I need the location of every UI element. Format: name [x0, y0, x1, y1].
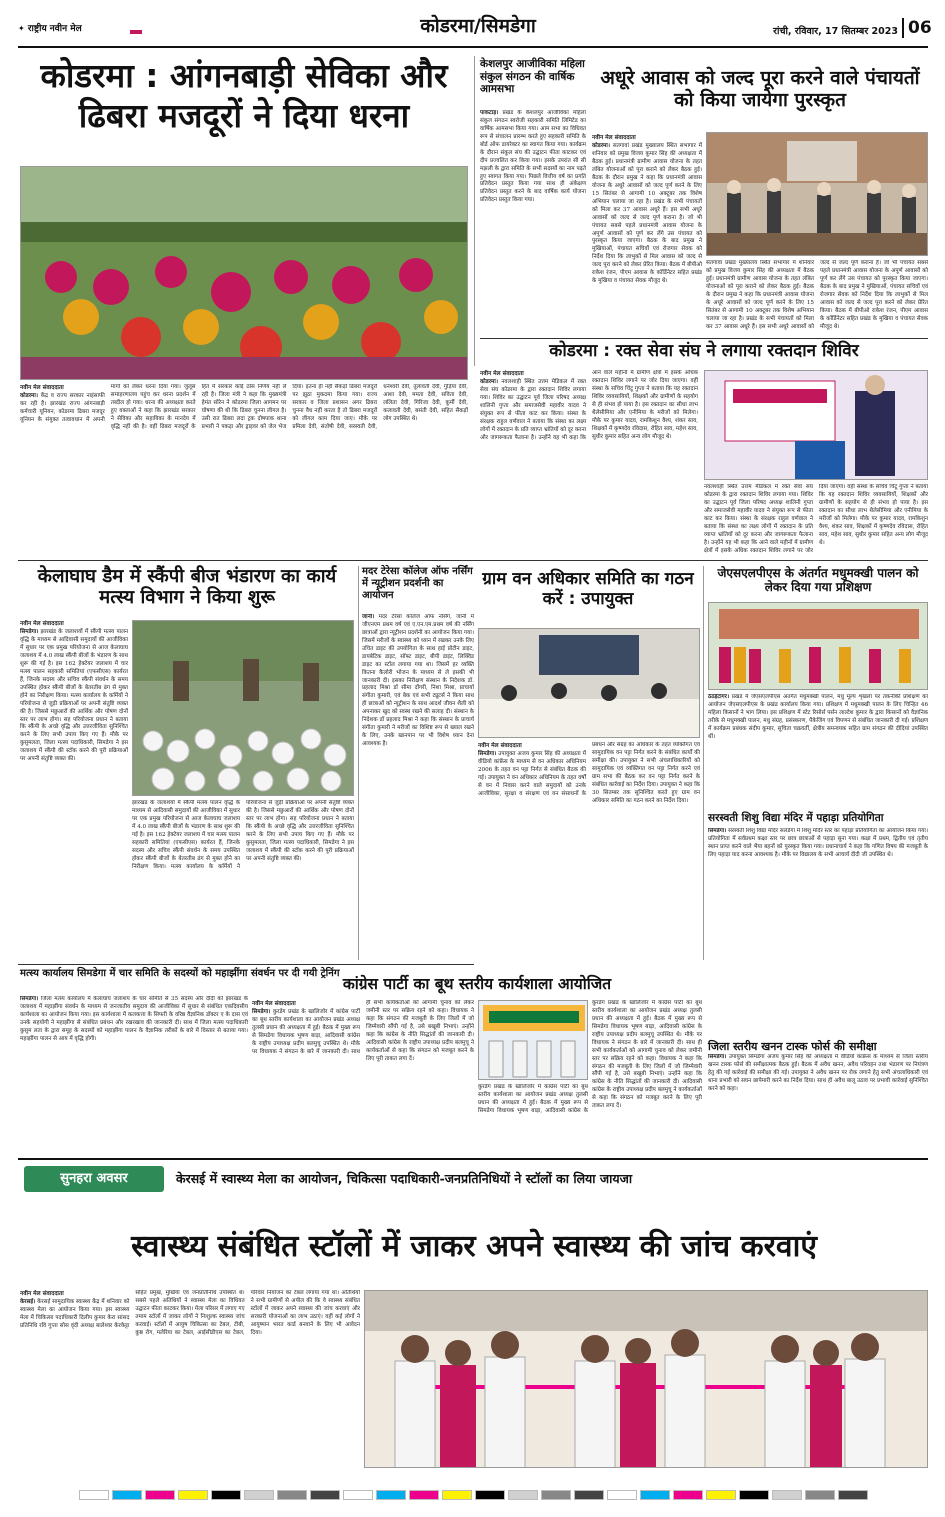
story4-byline: नवीन मेल संवाददाता — [480, 371, 524, 377]
story13-deck: केरसई में स्वास्थ्य मेला का आयोजन, चिकित्सा पदाधिकारी-जनप्रतिनिधियों ने स्टॉलों का लिया जायजा — [176, 1171, 633, 1186]
masthead — [18, 14, 932, 46]
story3-byline: नवीन मेल संवाददाता — [592, 135, 636, 141]
story13-rule — [18, 1158, 928, 1160]
story12-body — [252, 1000, 474, 1114]
dam-photo-illustration — [133, 621, 354, 796]
story12-text-cont-2: कुरडेग प्रखंड के खालिजोर में कांग्रेस पार्टी का बूथ स्तरीय कार्यशाला का आयोजन प्रखंड अध्यक्ष तुलसी प्रधान की अध्यक्षता में हुई। बैठक में मुख्य रूप से सिमडेगा विधायक भूषण बाड़ा, आदिवासी कांग्रेस के — [478, 1084, 588, 1114]
story3-dateline: कोडरमा। — [592, 143, 610, 150]
story8-text: प्रखंड में जेएसएलपीएस अंतर्गत मधुमक्खी पालन, मधु मूल्य शृंखला पर तकनीकी प्रशिक्षण का आयोजन जेएसएलपीएस के प्रखंड कार्यालय किया गया। प्रशिक्षण में मधुमक्खी पालन के लिए चिन्हित 46 महिला किसानों ने भाग लिया। इस प्रशिक्षण में स्टेट रिसोर्स पर्सन लाल्टेश कुमार के द्वारा किसानों को वैज्ञानिक तरीके से मधुमक्खी पालन, मधु संग्रह, प्रसंस्करण, पैकेजिंग एवं विपणन से संबंधित जानकारी दी गई। प्रशिक्षण में कार्यक्रम प्रबंधक संदीप कुमार, सुचिता चक्रवर्ती, क्षेत्रीय समन्वयक सहित ग्राम संगठन की दीदियां उपस्थित थीं। — [708, 694, 928, 740]
story4-headline: कोडरमा : रक्त सेवा संघ ने लगाया रक्तदान शिविर — [549, 341, 859, 361]
color-swatch — [376, 1490, 406, 1500]
col-divider — [474, 56, 475, 366]
color-swatch — [508, 1490, 538, 1500]
color-swatch — [178, 1490, 208, 1500]
story2-dateline: पाकटांड़। — [480, 110, 499, 116]
story12-body-c — [478, 1084, 588, 1114]
story4-text: नवलशाही स्थित उत्तम मेडिकल में रक्त सेवा संघ कोडरमा के द्वारा रक्तदान शिविर लगाया गया। शिविर का उद्घाटन पूर्व जिला परिषद अध्यक्ष शालिनी गुप्ता और समाजसेवी महावीर यादव ने संयुक्त रूप से फीता काट कर किया। संस्था के संरक्षक राहुल वर्णवाल ने बताया कि संस्था का लक्ष्य लोगों में रक्तदान के प्रति व्याप्त भ्रांतियों को दूर करना और जागरूकता फैलाना है। उन्होंने यह भी कहा कि आने वाले महीनों में ग्रामीण क्षेत्रों में इसके अधिक रक्तदान शिविर लगाने पर जोर दिया जाएगा। वहीं संस्था के सचिव चिंटू गुप्ता ने बताया कि यह रक्तदान शिविर व्यवसायियों, शिक्षकों और ग्रामीणों के सहयोग से ही संभव हो पाया है। इस रक्तदान का सीधा लाभ थैलेसीमिया और एनीमिया के मरीजों को मिलेगा। मौके पर कुमार यादव, रामकिशुन वैश्य, शंकर साव, शिक्षकों में कृष्णदेव रविदास, रोहित साव, महेश साव, सुधीर कुमार सहित अन्य लोग मौजूद थे। — [480, 370, 698, 441]
story11-headline: मत्स्य कार्यालय सिमडेगा में चार समिति के सदस्यों को महाझींगा संवर्धन पर दी गयी ट्रेनिंग — [20, 968, 340, 979]
color-swatch — [112, 1490, 142, 1500]
story13-body — [20, 1290, 360, 1468]
color-swatch — [739, 1490, 769, 1500]
color-swatch — [310, 1490, 340, 1500]
story12-photo — [478, 1000, 588, 1080]
story9-text: सरस्वती शिशु विद्या मंदिर सलडेगा में शिशु मंदिर स्तर का पहाड़ा प्रतियोगिता का आयोजन किया गया। प्रतियोगिता में सर्वप्रथम कक्षा स्तर पर छात्र छात्राओं से पहाड़ा सुना गया। कक्षा में प्रथम, द्वितीय एवं तृतीय स्थान प्राप्त करने वाले भैया बहनों को पुरस्कृत किया गया। प्रधानाचार्य ने कहा कि गणित विषय की मजबूती के लिए पहाड़ा याद करना आवश्यक है। मौके पर विद्यालय के सभी आचार्य दीदी जी उपस्थित थे। — [708, 828, 928, 858]
color-swatch — [541, 1490, 571, 1500]
color-swatch — [79, 1490, 109, 1500]
story7-text: उपायुक्त अजय कुमार सिंह की अध्यक्षता में वीडियो कांफ्रेंस के माध्यम से वन अधिकार अधिनियम 2006 के तहत वन पट्टा निर्गत से संबंधित बैठक की गई। उपायुक्त ने वन अधिकार अधिनियम के तहत वर्षों से वन में निवास करने वाले समुदायों को उनके आजीविका, सुरक्षा व संरक्षण एवं वन संसाधनों के प्रबंधन और संग्रह का अधिकार के तहत व्यक्तिगत एवं सामुदायिक वन पट्टा निर्गत करने के संबंधित कार्यों की समीक्षा की। उपायुक्त ने सभी अंचलाधिकारियों को सामुदायिक एवं व्यक्तिगत वन पट्टा निर्गत करने एवं ग्राम सभा की बैठक कर वन पट्टा निर्गत करने के संबंधित कार्रवाई का निर्देश दिया। उपायुक्त ने कहा कि 30 सितम्बर तक सुनिश्चित करते हुए ग्राम वन अधिकार समिति का गठन करने का निर्देश दिया। — [478, 742, 700, 804]
color-swatch — [640, 1490, 670, 1500]
story12-byline: नवीन मेल संवाददाता — [252, 1001, 296, 1007]
col-divider-3 — [703, 566, 704, 960]
story9-body — [708, 828, 928, 940]
story4-body-b — [704, 484, 928, 556]
story7-photo — [478, 628, 700, 738]
story4-body — [480, 370, 698, 556]
story12-text: कुरडेग प्रखंड के खालिजोर में कांग्रेस पार्टी का बूथ स्तरीय कार्यशाला का आयोजन प्रखंड अध्यक्ष तुलसी प्रधान की अध्यक्षता में हुई। बैठक में मुख्य रूप से सिमडेगा विधायक भूषण बाड़ा, आदिवासी कांग्रेस के राष्ट्रीय उपाध्यक्ष प्रदीप बलमुचू उपस्थित थे। मौके पर विधायक ने संगठन के बारे में जानकारी दी। साथ ही सभी कार्यकर्ताओं को आगामी चुनाव को लेकर जमीनी स्तर पर सक्रिय रहने को कहा। विधायक ने कहा कि संगठन की मजबूती के लिए जिलों में जो जिम्मेवारी सौंपी गई है, उसे बखूबी निभाएं। उन्होंने कहा कि कांग्रेस के नीति सिद्धांतों की जानकारी दी। आदिवासी कांग्रेस के राष्ट्रीय उपाध्यक्ष प्रदीप बलमुचू ने कार्यकर्ताओं से कहा कि संगठन को मजबूत करने के लिए पूरी ताकत लगा दें। — [252, 1000, 474, 1062]
story3-text: सतगावां प्रखंड मुख्यालय स्थित सभागार में शनिवार को प्रमुख विजय कुमार सिंह की अध्यक्षता में बैठक हुई। प्रधानमंत्री ग्रामीण आवास योजना के तहत लंबित योजनाओं को पूरा कराने को लेकर बैठक हुई। बैठक के दौरान प्रमुख ने कहा कि प्रधानमंत्री आवास योजना के अधूरे आवासों को जल्द पूर्ण करने के लिए 15 सितंबर से आगामी 10 अक्टूबर तक विशेष अभियान चलाया जा रहा है। प्रखंड के सभी पंचायतों को मिला कर 37 आवास अधूरे हैं। इस सभी अधूरे आवासों को जल्द से जल्द पूर्ण कराना है। जो भी पंचायत सबसे पहले प्रधानमंत्री आवास योजना के अपूर्ण आवासों को पूर्ण कर लेंगे उस पंचायत को पुरस्कृत किया जाएगा। बैठक के बाद प्रमुख ने मुखियाओं, पंचायत सचिवों एवं रोजगार सेवक को निर्देश दिया कि लाभुकों से मिल आवास को जल्द से जल्द पूरा करने को लेकर प्रेरित किया। बैठक में बीपीओ राकेश रंजन, पीएम आवास के कॉर्डिनेटर सहित प्रखंड के मुखिया व पंचायत सेवक मौजूद थे। — [592, 143, 702, 285]
story5-body-b — [132, 800, 354, 960]
story5-text: झारखंड के जलाशयों में स्कैंपी मत्स्य पालन वृद्धि के माध्यम से आदिवासी समुदायों की आजीविका में सुधार पर एक प्रमुख परियोजना से आज केलाघाघ जलाशय में 4.0 लाख स्कैंपी बीजों के भंडारण के साथ शुरू की गई है। इस 162 हेक्टेयर जलाशय में चार मत्स्य पालन सहकारी समितियां (एफसीएस) कार्यरत हैं, जिनके सदस्य और सचिव स्कैंपी संवर्धन के समय उपस्थित होकर स्कैंपी बीजों के बेतरतीब ढंग से मुक्त होने का निरीक्षण किया। मत्स्य कार्यालय के कर्मियों ने परियोजना से जुड़ी प्रक्रियाओं पर अपनी संतुष्टि व्यक्त की है। जिससे मछुआरों की आर्थिक और पोषण दोनों स्तर पर लाभ होगा। सह परियोजना प्रधान ने बताया कि स्कैंपी के अच्छे वृद्धि और उत्तरजीविता सुनिश्चित करने के लिए सभी उपाय किए गए हैं। मौके पर कुसुमलता, जिला मत्स्य पदाधिकारी, सिमडेगा ने इस जलाशय में स्कैंपी की स्टॉक करने की पूरी प्रक्रियाओं पर अपनी संतुष्टि व्यक्त की। — [20, 629, 128, 763]
story6-dateline: जानी। — [362, 614, 375, 620]
story6-headline: मदर टेरेसा कॉलेज ऑफ नर्सिंग में न्यूट्रीशन प्रदर्शनी का आयोजन — [362, 566, 473, 601]
story11-dateline: सिमडेगा। — [20, 996, 39, 1002]
story7-body — [478, 742, 700, 960]
story3-photo — [706, 132, 928, 256]
color-swatch — [343, 1490, 373, 1500]
color-swatch — [706, 1490, 736, 1500]
story7-headline: ग्राम वन अधिकार समिति का गठन करें : उपायुक्त — [482, 569, 694, 609]
color-swatch — [673, 1490, 703, 1500]
training-photo-illustration — [709, 603, 928, 690]
story10-text: उपायुक्त सिमडेगा अजय कुमार सिंह की अध्यक्षता में वीडियो कांफ्रेंस के माध्यम से जिला स्तरीय खनन टास्क फोर्स की समीक्षात्मक बैठक हुई। बैठक में अवैध खनन, अवैध परिवहन तथा भंडारण पर नियंत्रण हेतु की गई कार्रवाई की समीक्षा की गई। उपायुक्त ने अवैध खनन पर रोक लगाने हेतु सभी अंचलाधिकारी एवं थाना प्रभारी को सघन छापेमारी करने का निर्देश दिया। साथ ही अवैध बालू उठाव पर प्रभावी कार्रवाई सुनिश्चित करने को कहा। — [708, 1054, 928, 1092]
story10-dateline: सिमडेगा। — [708, 1054, 727, 1060]
story5-body — [20, 620, 128, 960]
color-swatch — [838, 1490, 868, 1500]
kicker-badge: सुनहरा अवसर — [24, 1166, 164, 1192]
story6-text: मदर टेरेसा कॉलेज ऑफ नर्सिंग, जानी में जीएनएम प्रथम वर्ष एवं ए.एन.एम.प्रथम वर्ष की नर्सिंग छात्राओं द्वारा न्यूट्रीशन प्रदर्शनी का आयोजन किया गया। जिसमें मरीजों के स्वास्थ्य को ध्यान में रखकर उनके लिए उचित डाइट की उपयोगिता के साथ हाई प्रोटीन डाइट, डायबेटिक डाइट, सॉफ्ट डाइट, बीपी डाइट, लिक्विड डाइट का स्टॉल लगाया गया था। जिसमें हर व्यक्ति कितना कैलोरी भोजन के माध्यम से ले इसकी भी जानकारी दी। इसका निरीक्षण संस्थान के निदेशक डॉ. प्रहलाद मिश्रा डॉ सीमा दोंगरी, निशा मिश्रा, प्राचार्या संगीता कुमारी, एवं बेक एवं सभी ट्यूटर्स ने किया साथ ही छात्राओं को न्यूट्रीशन के साथ आदर्श जीवन शैली को अपनाकर खुद को स्वस्थ रखने की सलाह दी। संस्थान के निदेशक डॉ प्रहलाद मिश्रा ने कहा कि संस्थान के प्राचार्य संगीता कुमारी ने मरीजों का विशिष्ट रूप से ख्याल रखने के लिए, उनके खानपान पर भी विशेष ध्यान देना आवश्यक है। — [362, 614, 474, 747]
story10-body — [708, 1054, 928, 1154]
story1-byline: नवीन मेल संवाददाता — [20, 385, 64, 391]
color-swatch — [211, 1490, 241, 1500]
story13-text: केरसई सामुदायिक स्वास्थ्य केंद्र में शनिवार को स्वास्थ्य मेला का आयोजन किया गया। इस स्वास्थ्य मेला में चिकित्सा पदाधिकारी दिलीप कुमार केरा सांसद प्रतिनिधि रवि गुप्ता सोस वृंदी अध्यक्ष बालेश्वर केरकेट्टा सहित प्रमुख, मुखिया एवं जनप्रतिनिधि उपस्थित थे। सबसे पहले अतिथियों ने स्वास्थ्य मेला का विधिवत उद्घाटन फीता काटकर किया। मेला परिसर में लगाए गए तमाम स्टॉलों में जाकर लोगों ने निःशुल्क स्वास्थ्य जांच करवाई। स्टॉलों में आयुष चिकित्सा का टेबल, टीबी, कुष्ठ रोग, मलेरिया का टेबल, आईसीडीएस का टेबल, परिवार नियोजन का टेबल लगाया गया था। अतिथियों ने सभी ग्रामीणों से अपील की कि वे स्वास्थ्य संबंधित स्टॉलों में जाकर अपने स्वास्थ्य की जांच करवाएं और सरकारी योजनाओं का लाभ उठाएं। वहीं कई लोगों ने आयुष्मान भारत कार्ड बनवाने के लिए भी आवेदन दिया। — [20, 1290, 360, 1336]
story7-byline: नवीन मेल संवाददाता — [478, 743, 522, 749]
color-swatches — [18, 1490, 928, 1500]
story12-dateline: सिमडेगा। — [252, 1009, 271, 1016]
row2-rule — [18, 560, 928, 561]
story1-headline: कोडरमा : आंगनबाड़ी सेविका और ढिबरा मजदूरों ने दिया धरना — [40, 56, 448, 136]
page-number: 06 — [902, 18, 928, 38]
color-swatch — [607, 1490, 637, 1500]
color-swatch — [772, 1490, 802, 1500]
story3-body-a — [592, 134, 702, 336]
story9-dateline: सिमडेगा। — [708, 828, 727, 834]
color-swatch — [244, 1490, 274, 1500]
story4-rule — [480, 338, 928, 339]
color-swatch — [145, 1490, 175, 1500]
color-swatch — [805, 1490, 835, 1500]
dateline: रांची, रविवार, 17 सितम्बर 2023 — [773, 26, 898, 37]
story3-text-cont: सतगावां प्रखंड मुख्यालय स्थित सभागार में शनिवार को प्रमुख विजय कुमार सिंह की अध्यक्षता में बैठक हुई। प्रधानमंत्री ग्रामीण आवास योजना के तहत लंबित योजनाओं को पूरा कराने को लेकर बैठक हुई। बैठक के दौरान प्रमुख ने कहा कि प्रधानमंत्री आवास योजना के अधूरे आवासों को जल्द पूर्ण करने के लिए 15 सितंबर से आगामी 10 अक्टूबर तक विशेष अभियान चलाया जा रहा है। प्रखंड के सभी पंचायतों को मिला कर 37 आवास अधूरे हैं। इस सभी अधूरे आवासों को जल्द से जल्द पूर्ण कराना है। जो भी पंचायत सबसे पहले प्रधानमंत्री आवास योजना के अपूर्ण आवासों को पूर्ण कर लेंगे उस पंचायत को पुरस्कृत किया जाएगा। बैठक के बाद प्रमुख ने मुखियाओं, पंचायत सचिवों एवं रोजगार सेवक को निर्देश दिया कि लाभुकों से मिल आवास को जल्द से जल्द पूरा करने को लेकर प्रेरित किया। बैठक में बीपीओ राकेश रंजन, पीएम आवास के कॉर्डिनेटर सहित प्रखंड के मुखिया व पंचायत सेवक मौजूद थे। — [706, 260, 928, 330]
story8-dateline: ठेठईटांगर। — [708, 694, 730, 700]
bird-icon: ✦ — [18, 24, 25, 33]
workshop-photo-illustration — [479, 1001, 588, 1080]
logo-accent — [130, 30, 142, 34]
story8-body — [708, 694, 928, 806]
story5-text-cont: झारखंड के जलाशयों में स्कैंपी मत्स्य पालन वृद्धि के माध्यम से आदिवासी समुदायों की आजीविका में सुधार पर एक प्रमुख परियोजना से आज केलाघाघ जलाशय में 4.0 लाख स्कैंपी बीजों के भंडारण के साथ शुरू की गई है। इस 162 हेक्टेयर जलाशय में चार मत्स्य पालन सहकारी समितियां (एफसीएस) कार्यरत हैं, जिनके सदस्य और सचिव स्कैंपी संवर्धन के समय उपस्थित होकर स्कैंपी बीजों के बेतरतीब ढंग से मुक्त होने का निरीक्षण किया। मत्स्य कार्यालय के कर्मियों ने परियोजना से जुड़ी प्रक्रियाओं पर अपनी संतुष्टि व्यक्त की है। जिससे मछुआरों की आर्थिक और पोषण दोनों स्तर पर लाभ होगा। सह परियोजना प्रधान ने बताया कि स्कैंपी के अच्छे वृद्धि और उत्तरजीविता सुनिश्चित करने के लिए सभी उपाय किए गए हैं। मौके पर कुसुमलता, जिला मत्स्य पदाधिकारी, सिमडेगा ने इस जलाशय में स्कैंपी की स्टॉक करने की पूरी प्रक्रियाओं पर अपनी संतुष्टि व्यक्त की। — [132, 800, 354, 870]
story2-text: प्रखंड के केशलपुर आजीविका महिला संकुल संगठन स्वरोजी सहकारी समिति लिमिटेड का वार्षिक आमसभा किया गया। आम सभा का विधिवत रूप से संचालन प्रारम्भ करते हुए सहकारी समिति के बोर्ड ऑफ डायरेक्टर का स्वागत किया गया। कार्यक्रम के दौरान संकुल संघ की उद्घाटन फीता काटकर एवं दीप प्रज्वलित कर किया गया। इसके उपरांत सी सी मझली के द्वारा समिति के सभी सदस्यों का नाम पढ़ते हुए स्वागत किया गया। पिछले वित्तीय वर्ष का प्रगति प्रतिवेदन प्रस्तुत किया गया साथ ही अंकेक्षण प्रतिवेदन प्रस्तुत करने के बाद वार्षिक कार्य योजना प्रतिवेदन प्रस्तुत किया गया। — [480, 110, 586, 204]
col-divider-2 — [358, 566, 359, 960]
vc-meeting-photo-illustration — [479, 629, 700, 738]
story4-photo — [704, 370, 928, 480]
masthead-rule — [18, 46, 928, 48]
protest-photo-illustration — [21, 167, 468, 380]
color-swatch — [574, 1490, 604, 1500]
health-fair-photo-illustration — [365, 1291, 928, 1468]
story11-text: जिला मत्स्य कार्यालय में केलाघाघ जलाशय के चार समिति से 35 सदस्य और दीदी को झारखंड के जलाशय में महाझींगा संवर्धन के माध्यम से जनजातीय समुदाय की आजीविका में सुधार से संबंधित एकदिवसीय कार्यशाला का आयोजन किया गया। इस कार्यशाला में कलकत्ता के सिफरी के वरिष्ठ वैज्ञानिक डॉक्टर ए के दास एवं उनके सहयोगी ने महाझींगा से संबंधित प्रबंधन और रखरखाव की जानकारी दी। साथ में जिला मत्स्य पदाधिकारी कुसुम लता के द्वारा समूह के सदस्यों को महाझींगा पालन के वैज्ञानिक तरीकों के बारे में विस्तार से बताया गया। महाझींगा पालन से आय में वृद्धि होगी। — [20, 996, 248, 1042]
story5-headline: केलाघाघ डैम में स्कैंपी बीज भंडारण का कार्य मत्स्य विभाग ने किया शुरू — [37, 566, 337, 609]
story9-headline: सरस्वती शिशु विद्या मंदिर में पहाड़ा प्रतियोगिता — [708, 812, 884, 824]
story2-headline: केशलपुर आजीविका महिला संकुल संगठन की वार्षिक आमसभा — [480, 58, 585, 96]
story13-photo — [364, 1290, 928, 1468]
story3-body-b — [706, 260, 928, 336]
color-swatch — [409, 1490, 439, 1500]
story8-photo — [708, 602, 928, 690]
story13-headline: स्वास्थ्य संबंधित स्टॉलों में जाकर अपने स्वास्थ्य की जांच करवाएं — [131, 1229, 817, 1264]
story2-body — [480, 110, 586, 336]
story5-byline: नवीन मेल संवाददाता — [20, 621, 64, 627]
color-swatch — [442, 1490, 472, 1500]
color-swatch — [475, 1490, 505, 1500]
story6-body — [362, 614, 474, 960]
color-swatch — [277, 1490, 307, 1500]
print-color-bar — [18, 1488, 928, 1502]
meeting-photo-illustration — [707, 133, 928, 256]
story5-photo — [132, 620, 354, 796]
logo-text: राष्ट्रीय नवीन मेल — [27, 24, 82, 34]
story1-body — [20, 384, 468, 562]
story4-dateline: कोडरमा। — [480, 379, 498, 386]
story4-text-cont: नवलशाही स्थित उत्तम मेडिकल में रक्त सेवा संघ कोडरमा के द्वारा रक्तदान शिविर लगाया गया। शिविर का उद्घाटन पूर्व जिला परिषद अध्यक्ष शालिनी गुप्ता और समाजसेवी महावीर यादव ने संयुक्त रूप से फीता काट कर किया। संस्था के संरक्षक राहुल वर्णवाल ने बताया कि संस्था का लक्ष्य लोगों में रक्तदान के प्रति व्याप्त भ्रांतियों को दूर करना और जागरूकता फैलाना है। उन्होंने यह भी कहा कि आने वाले महीनों में ग्रामीण क्षेत्रों में इसके अधिक रक्तदान शिविर लगाने पर जोर दिया जाएगा। वहीं संस्था के सचिव चिंटू गुप्ता ने बताया कि यह रक्तदान शिविर व्यवसायियों, शिक्षकों और ग्रामीणों के सहयोग से ही संभव हो पाया है। इस रक्तदान का सीधा लाभ थैलेसीमिया और एनीमिया के मरीजों को मिलेगा। मौके पर कुमार यादव, रामकिशुन वैश्य, शंकर साव, शिक्षकों में कृष्णदेव रविदास, रोहित साव, महेश साव, सुधीर कुमार सहित अन्य लोग मौजूद थे। — [704, 484, 928, 554]
story1-text: केंद्र व राज्य सरकार नाइंसाफी कर रही है। झारखंड राज्य आंगनबाड़ी कर्मचारी यूनियन, कोडरमा ढिबरा मजदूर यूनियन के संयुक्त तत्वावधान में अपनी मांगों को लेकर धरना दिया गया। जुलूस समाहरणालय पहुंच कर धरना प्रदर्शन में तब्दील हो गया। धरना की अध्यक्षता करते हुए वक्ताओं ने कहा कि झारखंड सरकार ने सेविका और सहायिका के मानदेय में वृद्धि नहीं की है। वहीं ढिबरा मजदूरों के हित में सरकार कोई ठोस निर्णय नहीं ले रही है। जिला मंत्री ने कहा कि मुख्यमंत्री हेमंत सोरेन ने कोडरमा जिला आगमन पर घोषणा की थी कि ढिबरा चुनना लीगल है। उसी रात ढिबरा लदा ट्रक दोषपाक थाना प्रभारी ने पकड़ा और ड्राइवर को जेल भेज दिया। इतना ही नहीं सैकड़ों ढिबरा मजदूरों पर झूठा मुकदमा किया गया। राज्य सरकार व जिला प्रशासन अगर ढिबरा चुनना वैध नहीं करता है तो ढिबरा मजदूरों को लीगल काम दिया जाए। मौके पर प्रमिला देवी, संतोषी देवी, सरस्वती देवी, धनेश्वरी देवी, तुलावती देवी, गुड़िया देवी, आशा देवी, ममता देवी, सविता देवी, ललिता देवी, गिरिजा देवी, कुर्मी देवी, कलावती देवी, बसंती देवी, सहित सैकड़ों लोग उपस्थित थे। — [20, 384, 468, 430]
story10-headline: जिला स्तरीय खनन टास्क फोर्स की समीक्षा — [708, 1040, 877, 1053]
story12-body-b — [592, 1000, 702, 1114]
story12-text-cont: कुरडेग प्रखंड के खालिजोर में कांग्रेस पार्टी का बूथ स्तरीय कार्यशाला का आयोजन प्रखंड अध्यक्ष तुलसी प्रधान की अध्यक्षता में हुई। बैठक में मुख्य रूप से सिमडेगा विधायक भूषण बाड़ा, आदिवासी कांग्रेस के राष्ट्रीय उपाध्यक्ष प्रदीप बलमुचू उपस्थित थे। मौके पर विधायक ने संगठन के बारे में जानकारी दी। साथ ही सभी कार्यकर्ताओं को आगामी चुनाव को लेकर जमीनी स्तर पर सक्रिय रहने को कहा। विधायक ने कहा कि संगठन की मजबूती के लिए जिलों में जो जिम्मेवारी सौंपी गई है, उसे बखूबी निभाएं। उन्होंने कहा कि कांग्रेस के नीति सिद्धांतों की जानकारी दी। आदिवासी कांग्रेस के राष्ट्रीय उपाध्यक्ष प्रदीप बलमुचू ने कार्यकर्ताओं से कहा कि संगठन को मजबूत करने के लिए पूरी ताकत लगा दें। — [592, 1000, 702, 1110]
story3-headline: अधूरे आवास को जल्द पूरा करने वाले पंचायतों को किया जायेगा पुरस्कृत — [600, 67, 920, 111]
story13-dateline: केरसई। — [20, 1299, 36, 1306]
blood-camp-photo-illustration — [705, 371, 928, 480]
story8-headline: जेएसएलपीएस के अंतर्गत मधुमक्खी पालन को लेकर दिया गया प्रशिक्षण — [717, 566, 919, 595]
section-title: कोडरमा/सिमडेगा — [420, 15, 536, 37]
story1-dateline: कोडरमा। — [20, 393, 38, 400]
story1-photo — [20, 166, 468, 380]
story7-dateline: सिमडेगा। — [478, 751, 497, 758]
story5-dateline: सिमडेगा। — [20, 629, 39, 636]
story11-body — [20, 996, 248, 1114]
story12-headline: कांग्रेस पार्टी का बूथ स्तरीय कार्यशाला आयोजित — [342, 975, 612, 993]
story11-rule — [18, 964, 474, 965]
story13-byline: नवीन मेल संवाददाता — [20, 1291, 64, 1297]
